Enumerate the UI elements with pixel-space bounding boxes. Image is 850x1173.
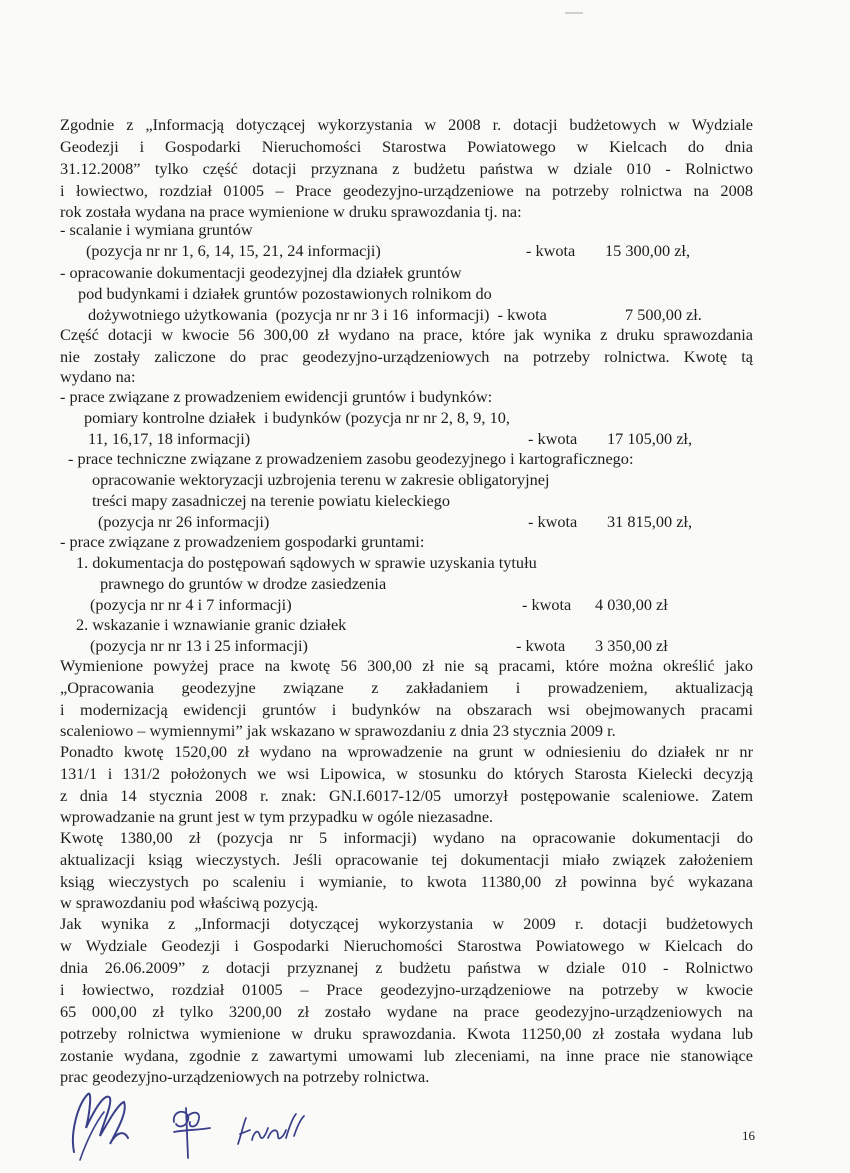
text-line: dnia 26.06.2009” z dotacji przyznanej z budżetu państwa w dziale 010 - Rolnictwo [60,958,753,977]
list-item-detail: 1. dokumentacja do postępowań sądowych w sprawie uzyskania tytułu [76,553,537,572]
text-line: zostanie wydana, zgodnie z zawartymi umowami lub zleceniami, na inne prace nie stanowiące [60,1046,753,1065]
amount-value: 17 105,00 zł, [607,429,693,448]
list-item-detail: 2. wskazanie i wznawianie granic działek [76,615,347,634]
amount-value: 15 300,00 zł, [605,241,691,260]
document-page [60,0,760,1173]
text-line: i łowiectwo, rozdział 01005 – Prace geodezyjno-urządzeniowe na potrzeby w kwocie [60,980,753,999]
text-line: i łowiectwo, rozdział 01005 – Prace geodezyjno-urządzeniowe na potrzeby rolnictwa na 2008 [60,181,753,200]
list-item-title: - prace związane z prowadzeniem ewidencji gruntów i budynków: [60,387,493,406]
text-line: prac geodezyjno-urządzeniowych na potrzeby rolnictwa. [60,1067,430,1086]
amount-value: 7 500,00 zł. [625,305,702,324]
text-line: Ponadto kwotę 1520,00 zł wydano na wprowadzenie na grunt w odniesieniu do działek nr nr [60,742,753,761]
text-line: Zgodnie z „Informacją dotyczącej wykorzystania w 2008 r. dotacji budżetowych w Wydziale [60,115,753,134]
text-line: 131/1 i 131/2 położonych we wsi Lipowica, w stosunku do których Starosta Kielecki decyzją [60,764,753,783]
signature-3 [234,1110,306,1150]
kwota-label: - kwota [528,512,578,531]
page-number: 16 [742,1128,755,1143]
text-line: nie zostały zaliczone do prac geodezyjno-urządzeniowych na potrzeby rolnictwa. Kwotę tą [60,347,753,366]
list-item-detail: (pozycja nr nr 13 i 25 informacji) [90,636,308,655]
list-item-detail: treści mapy zasadniczej na terenie powiatu kieleckiego [92,491,451,510]
text-line: 65 000,00 zł tylko 3200,00 zł zostało wydane na prace geodezyjno-urządzeniowych na [60,1002,753,1021]
text-line: w Wydziale Geodezji i Gospodarki Nieruchomości Starostwa Powiatowego w Kielcach do [60,936,753,955]
text-line: aktualizacji ksiąg wieczystych. Jeśli opracowanie tej dokumentacji miało związek założeniem [60,850,753,869]
text-line: rok została wydana na prace wymienione w druku sprawozdania tj. na: [60,202,522,221]
list-item-title: - prace związane z prowadzeniem gospodarki gruntami: [60,532,425,551]
kwota-label: - kwota [526,241,576,260]
kwota-label: - kwota [516,636,566,655]
list-item-detail: (pozycja nr 26 informacji) [98,512,270,531]
text-line: Część dotacji w kwocie 56 300,00 zł wydano na prace, które jak wynika z druku sprawozdania [60,325,753,344]
list-item-detail: opracowanie wektoryzacji uzbrojenia terenu w zakresie obligatoryjnej [92,470,550,489]
list-item-detail: pomiary kontrolne działek i budynków (pozycja nr nr 2, 8, 9, 10, [84,408,510,427]
list-item-title: - prace techniczne związane z prowadzeniem zasobu geodezyjnego i kartograficznego: [68,449,634,468]
signature-1 [66,1082,136,1162]
text-line: Wymienione powyżej prace na kwotę 56 300,00 zł nie są pracami, które można określić jako [60,656,753,675]
text-line: Jak wynika z „Informacji dotyczącej wykorzystania w 2009 r. dotacji budżetowych [60,914,753,933]
text-line: Kwotę 1380,00 zł (pozycja nr 5 informacji) wydano na opracowanie dokumentacji do [60,828,753,847]
text-line: i modernizacją ewidencji gruntów i budynków na obszarach wsi obejmowanych pracami [60,700,753,719]
text-line: wydano na: [60,367,136,386]
list-item-title: - opracowanie dokumentacji geodezyjnej dla działek gruntów [60,263,462,282]
list-item-detail: prawnego do gruntów w drodze zasiedzenia [100,574,387,593]
list-item-detail: (pozycja nr nr 1, 6, 14, 15, 21, 24 informacji) [86,241,381,260]
kwota-label: - kwota [522,595,572,614]
text-line: w sprawozdaniu pod właściwą pozycją. [60,893,319,912]
text-line: scaleniowo – wymiennymi” jak wskazano w sprawozdaniu z dnia 23 stycznia 2009 r. [60,721,616,740]
list-item-title: - scalanie i wymiana gruntów [60,220,253,239]
text-line: 31.12.2008” tylko część dotacji przyznana z budżetu państwa w dziale 010 - Rolnictwo [60,159,753,178]
list-item-detail: dożywotniego użytkowania (pozycja nr nr 3 i 16 informacji) - kwota [88,305,547,324]
signature-2 [168,1102,216,1162]
text-line: potrzeby rolnictwa wymienione w druku sprawozdania. Kwota 11250,00 zł została wydana lub [60,1024,753,1043]
amount-value: 4 030,00 zł [595,595,668,614]
amount-value: 31 815,00 zł, [607,512,693,531]
list-item-detail: (pozycja nr nr 4 i 7 informacji) [90,595,292,614]
text-line: ksiąg wieczystych po scaleniu i wymianie, to kwota 11380,00 zł powinna być wykazana [60,872,753,891]
text-line: wprowadzanie na grunt jest w tym przypadku w ogóle niezasadne. [60,807,494,826]
kwota-label: - kwota [528,429,578,448]
list-item-detail: 11, 16,17, 18 informacji) [88,429,251,448]
list-item-detail: pod budynkami i działek gruntów pozostawionych rolnikom do [78,284,492,303]
text-line: „Opracowania geodezyjne związane z zakładaniem i prowadzeniem, aktualizacją [60,678,753,697]
text-line: z dnia 14 stycznia 2008 r. znak: GN.I.6017-12/05 umorzył postępowanie scaleniowe. Zatem [60,786,753,805]
text-line: Geodezji i Gospodarki Nieruchomości Starostwa Powiatowego w Kielcach do dnia [60,137,753,156]
amount-value: 3 350,00 zł [595,636,668,655]
